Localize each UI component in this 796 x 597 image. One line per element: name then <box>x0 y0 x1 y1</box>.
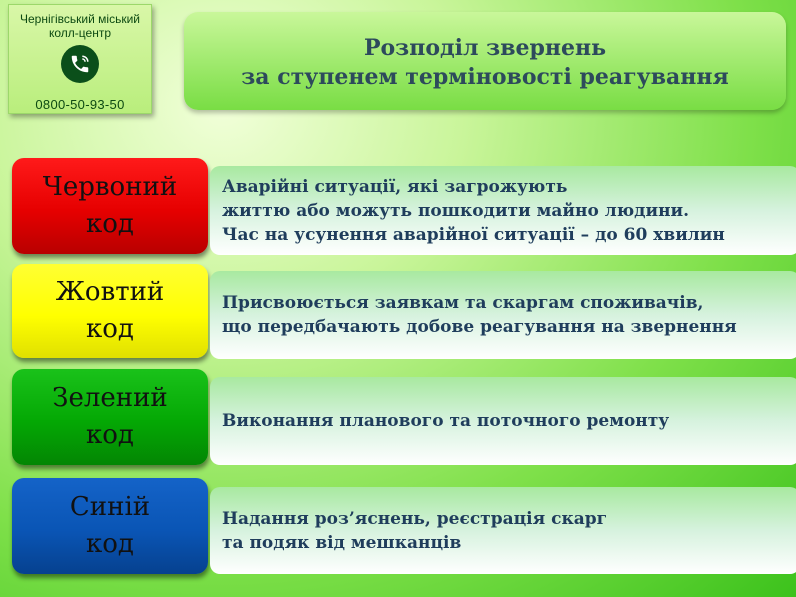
call-center-phone-number: 0800-50-93-50 <box>35 97 125 112</box>
yellow-code-label: Жовтий код <box>12 264 208 358</box>
yellow-code-description: Присвоюється заявкам та скаргам споживачів, що передбачають добове реагування на звернення <box>210 271 796 359</box>
red-code-description: Аварійні ситуації, які загрожують життю або можуть пошкодити майно людини. Час на усунення аварійної ситуації – до 60 хвилин <box>210 166 796 255</box>
green-code-label: Зелений код <box>12 369 208 465</box>
slide-title <box>184 12 786 110</box>
phone-icon <box>61 45 99 83</box>
call-center-name: Чернігівський міський колл-центр <box>20 12 140 40</box>
title-line-1: Розподіл звернень <box>363 35 607 61</box>
green-code-description: Виконання планового та поточного ремонту <box>210 377 796 465</box>
red-code-label: Червоний код <box>12 158 208 254</box>
blue-code-description: Надання роз’яснень, реєстрація скарг та подяк від мешканців <box>210 487 796 574</box>
title-line-2: за ступенем терміновості реагування <box>241 64 729 90</box>
call-center-logo <box>8 4 152 114</box>
blue-code-label: Синій код <box>12 478 208 574</box>
